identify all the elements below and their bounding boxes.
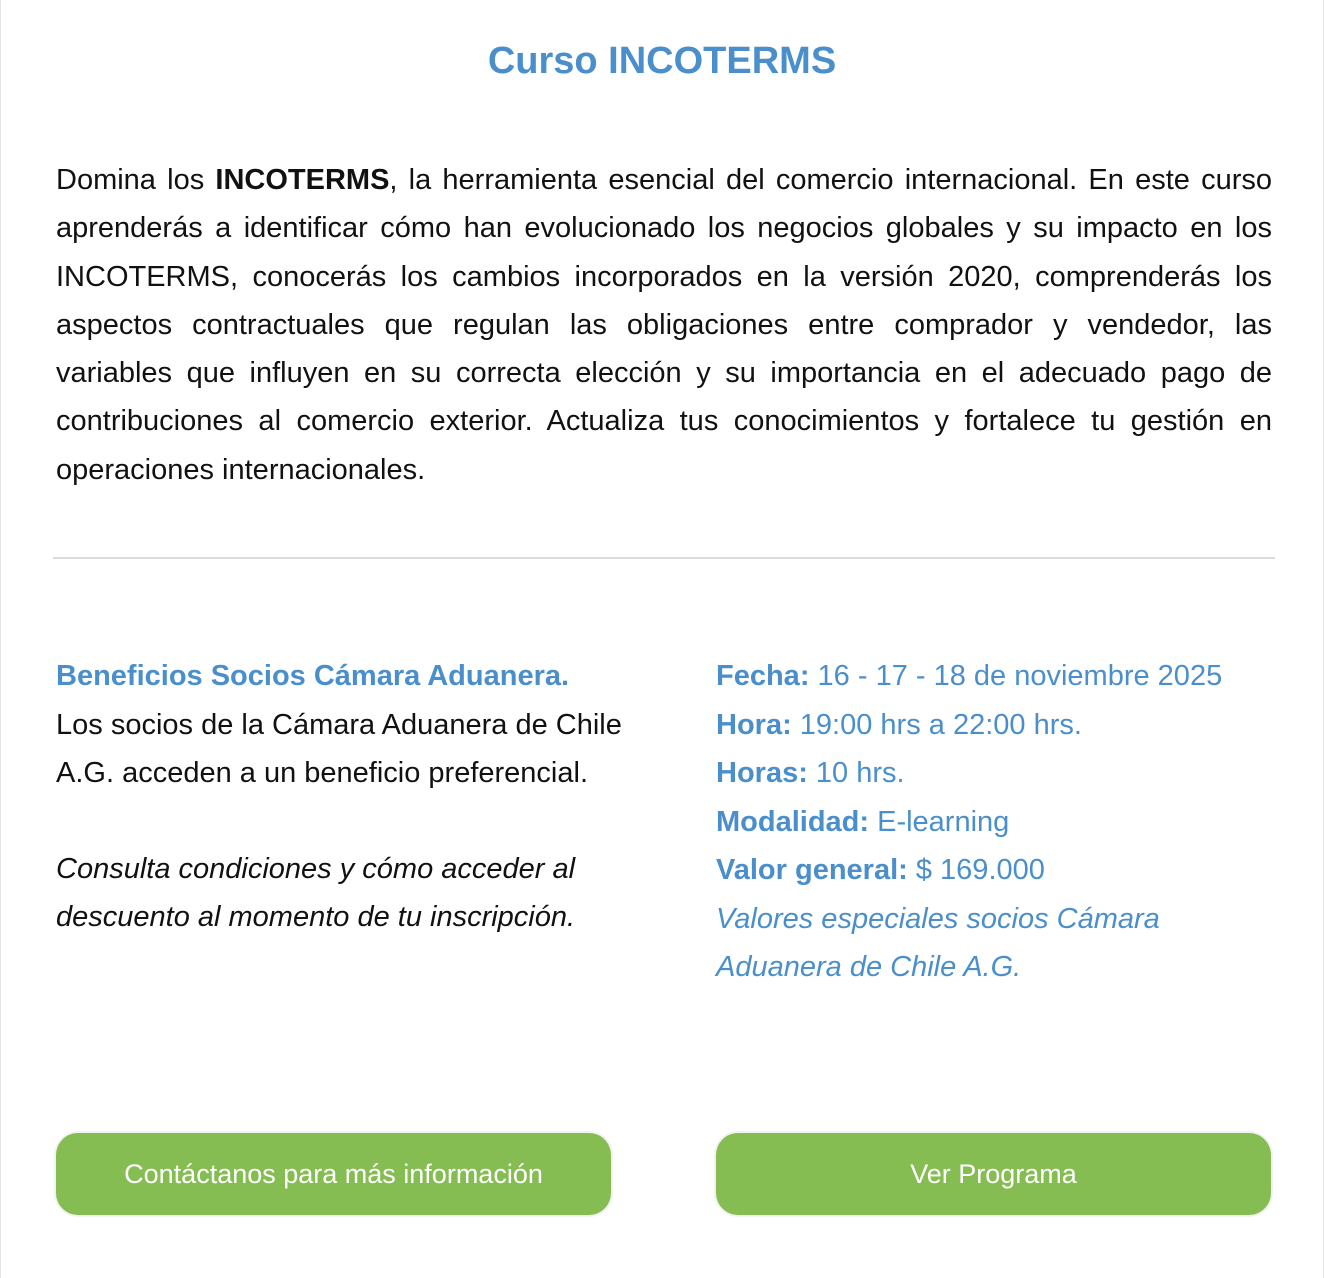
hora-value: 19:00 hrs a 22:00 hrs. — [791, 708, 1082, 741]
modalidad-value: E-learning — [869, 805, 1010, 838]
detail-hora — [716, 701, 1276, 750]
benefits-title: Beneficios Socios Cámara Aduanera. — [56, 660, 570, 692]
detail-valor — [716, 846, 1276, 895]
description-lead: Domina los — [56, 164, 216, 196]
special-prices-note: Valores especiales socios Cámara Aduanera de Chile A.G. — [716, 902, 1160, 983]
section-divider — [53, 557, 1275, 559]
fecha-value: 16 - 17 - 18 de noviembre 2025 — [809, 660, 1223, 692]
detail-horas — [716, 749, 1276, 798]
detail-modalidad — [716, 798, 1276, 847]
horas-value: 10 hrs. — [807, 757, 905, 789]
benefits-body: Los socios de la Cámara Aduanera de Chile A.G. acceden a un beneficio preferencial. — [56, 708, 622, 789]
view-program-button[interactable]: Ver Programa — [716, 1133, 1271, 1215]
description-bold-term: INCOTERMS — [215, 164, 390, 196]
fecha-label: Fecha: — [716, 660, 810, 692]
valor-value: $ 169.000 — [907, 854, 1045, 886]
valor-label: Valor general: — [716, 854, 908, 886]
benefits-note: Consulta condiciones y cómo acceder al descuento al momento de tu inscripción. — [56, 852, 576, 933]
horas-label: Horas: — [716, 757, 808, 789]
course-title: Curso INCOTERMS — [487, 40, 837, 82]
description-rest: , la herramienta esencial del comercio internacional. En este curso aprenderás a identificar cómo han evolucionado los negocios globales y su impacto en los INCOTERMS, conocerás los cambios incorporados en la versión 2020, comprenderás los aspectos contractuales que regulan las obligaciones entre comprador y vendedor, las variables que influyen en su correcta elección y su importancia en el adecuado pago de contribuciones al comercio exterior. Actualiza tus conocimientos y fortalece tu gestión en operaciones internacionales. — [56, 164, 1272, 486]
course-description — [56, 156, 1272, 494]
benefits-column — [56, 652, 656, 942]
contact-button[interactable]: Contáctanos para más información — [56, 1133, 611, 1215]
hora-label: Hora: — [716, 708, 792, 741]
modalidad-label: Modalidad: — [716, 805, 870, 838]
detail-fecha — [716, 652, 1276, 701]
details-column — [716, 652, 1276, 992]
